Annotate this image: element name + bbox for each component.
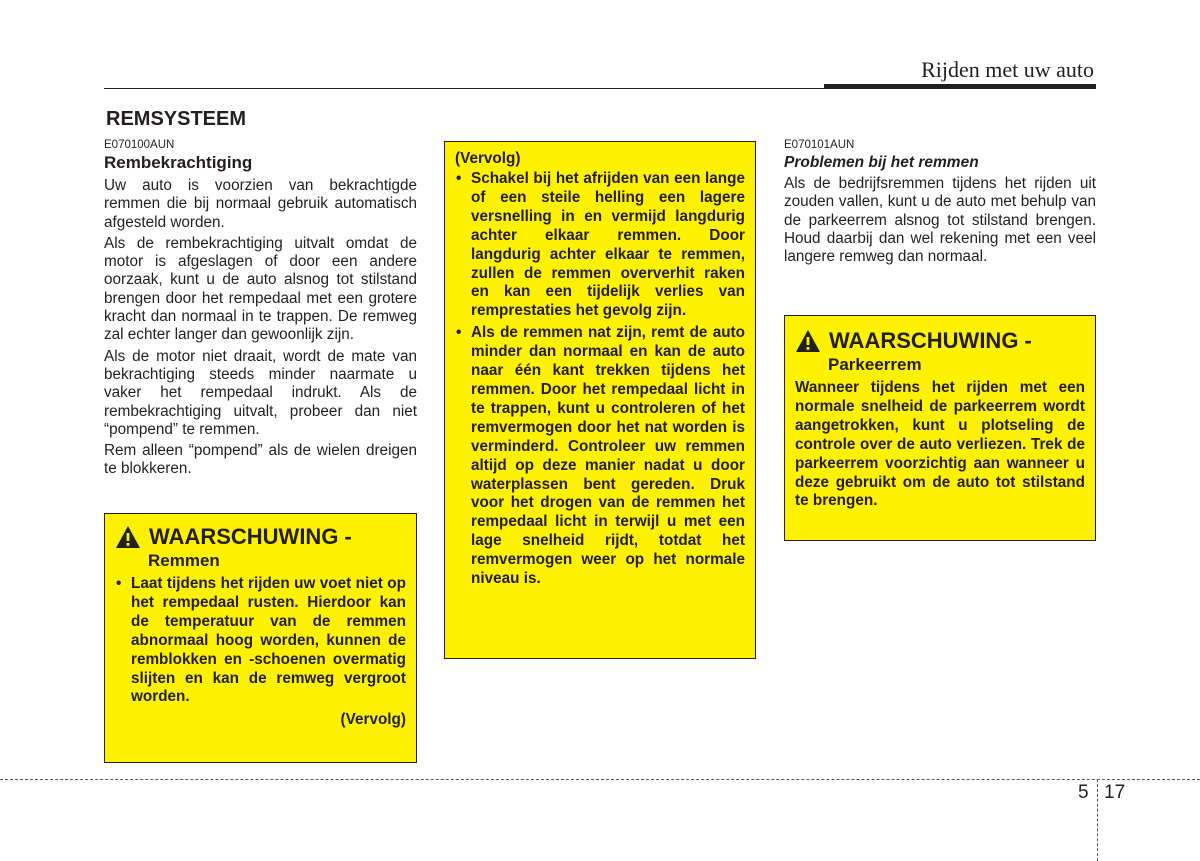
warning-title: WAARSCHUWING - bbox=[149, 524, 352, 549]
running-header: Rijden met uw auto bbox=[921, 57, 1094, 82]
warning-bullet: • Schakel bij het afrijden van een lange of een steile helling een lagere versnelling in en vermijd langdurig achter elkaar remmen. Door langdurig achter elkaar te remmen, zullen de remmen oververhit raken en kan een tijdelijk verlies van remprestaties het gevolg zijn. bbox=[455, 170, 745, 321]
section-code: E070100AUN bbox=[104, 139, 175, 151]
footer-dashed-divider bbox=[1097, 779, 1098, 861]
chapter-number: 5 bbox=[1078, 782, 1089, 803]
section-code: E070101AUN bbox=[784, 139, 855, 151]
paragraph: Als de rembekrachtiging uitvalt omdat de motor is afgeslagen of door een andere oorzaak, kunt u de auto alsnog tot stilstand brengen door het rempedaal met een grotere kracht dan normaal in te trappen. De remweg zal echter langer dan gewoonlijk zijn. bbox=[104, 234, 417, 344]
column-left bbox=[104, 139, 417, 482]
warning-box-parkeerrem bbox=[784, 315, 1096, 541]
warning-box-remmen bbox=[104, 513, 417, 763]
warning-list bbox=[455, 170, 745, 589]
subheading-rembekrachtiging: Rembekrachtiging bbox=[104, 153, 253, 172]
warning-triangle-icon bbox=[795, 329, 821, 353]
paragraph: Uw auto is voorzien van bekrachtigde remmen die bij normaal gebruik automatisch afgesteld worden. bbox=[104, 177, 417, 231]
warning-text: Wanneer tijdens het rijden met een normale snelheid de parkeerrem wordt aangetrokken, kunt u plotseling de controle over de auto verliezen. Trek de parkeerrem voorzichtig aan wanneer u deze gebruikt om de auto tot stilstand te brengen. bbox=[795, 379, 1085, 510]
warning-title: WAARSCHUWING - bbox=[829, 328, 1032, 353]
warning-subtitle: Parkeerrem bbox=[828, 355, 922, 374]
subheading-problemen: Problemen bij het remmen bbox=[784, 154, 979, 171]
warning-bullet: • Als de remmen nat zijn, remt de auto minder dan normaal en kan de auto naar één kant trekken tijdens het remmen. Door het rempedaal licht in te trappen, kunt u controleren of het remvermogen door het nat worden is verminderd. Controleer uw remmen altijd op deze manier nadat u door waterplassen bent gereden. Druk voor het drogen van de remmen het rempedaal licht in terwijl u met een lage snelheid rijdt, totdat het remvermogen weer op het normale niveau is. bbox=[455, 324, 745, 589]
section-heading: REMSYSTEEM bbox=[106, 108, 247, 130]
warning-box-continued bbox=[444, 141, 756, 659]
warning-bullet: • Laat tijdens het rijden uw voet niet op het rempedaal rusten. Hierdoor kan de temperatuur van de remmen abnormaal hoog worden, kunnen de remblokken en -schoenen overmatig slijten en kan de remweg vergroot worden. bbox=[115, 575, 406, 707]
paragraph: Als de motor niet draait, wordt de mate van bekrachtiging steeds minder naarmate u vaker het rempedaal indrukt. Als de rembekrachtiging uitvalt, probeer dan niet “pompend” te remmen. bbox=[104, 347, 417, 438]
header-rule-accent bbox=[824, 84, 1096, 89]
footer-dashed-rule bbox=[0, 779, 1200, 780]
column-right bbox=[784, 139, 1096, 269]
warning-triangle-icon bbox=[115, 525, 141, 549]
paragraph: Rem alleen “pompend” als de wielen dreigen te blokkeren. bbox=[104, 442, 417, 478]
continued-label: (Vervolg) bbox=[340, 711, 406, 729]
paragraph: Als de bedrijfsremmen tijdens het rijden uit zouden vallen, kunt u de auto met behulp van de parkeerrem alsnog tot stilstand brengen. Houd daarbij dan wel rekening met een veel langere remweg dan normaal. bbox=[784, 175, 1096, 266]
warning-subtitle: Remmen bbox=[148, 551, 220, 570]
warning-list bbox=[115, 575, 406, 707]
continued-label: (Vervolg) bbox=[455, 150, 521, 167]
page-number: 17 bbox=[1104, 782, 1126, 803]
